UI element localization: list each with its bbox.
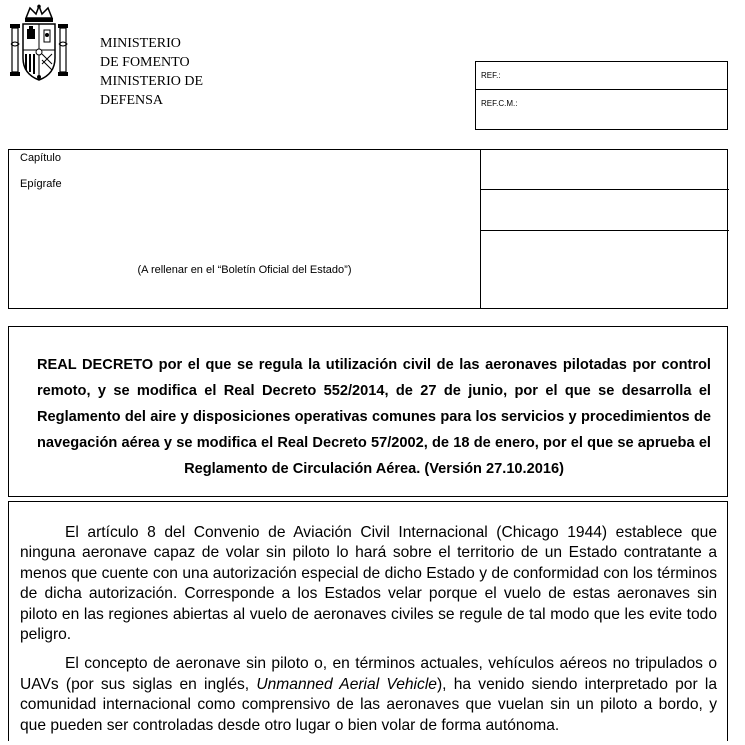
ministry-line-1: MINISTERIO bbox=[100, 36, 181, 51]
spain-coat-of-arms-icon bbox=[8, 4, 70, 86]
decree-title-box bbox=[8, 326, 728, 497]
chapter-box bbox=[8, 149, 728, 309]
chapter-row-line-2 bbox=[480, 230, 729, 231]
refcm-field bbox=[476, 90, 727, 130]
epigrafe-label: Epígrafe bbox=[20, 178, 62, 190]
decree-title: REAL DECRETO por el que se regula la utilización civil de las aeronaves pilotadas por control remoto, y se modifica el Real Decreto 552/2014, de 27 de junio, por el que se desarrolla el Reglamento del aire y disposiciones operativas comunes para los servicios y procedimientos de navegación aérea y se modifica el Real Decreto 57/2002, de 18 de enero, por el que se aprueba el Reglamento de Circulación Aérea. (Versión 27.10.2016) bbox=[37, 357, 711, 477]
paragraph-2-part-a: El concepto de aeronave sin piloto o, en términos actuales, vehículos aéreos no tripulados o UAVs (por sus siglas en inglés, bbox=[20, 655, 717, 693]
reference-box bbox=[475, 61, 728, 130]
boe-note: (A rellenar en el “Boletín Oficial del Estado”) bbox=[137, 264, 352, 276]
body-text bbox=[20, 523, 717, 745]
ref-field bbox=[476, 62, 727, 90]
ministry-name bbox=[100, 34, 203, 110]
paragraph-2-part-b: ), ha venido siendo interpretado por la comunidad internacional como comprensivo de las aeronaves que vuelan sin un piloto a bordo, y que pueden ser controladas desde otro lugar o bien volar de forma autónoma. bbox=[20, 675, 718, 734]
capitulo-label: Capítulo bbox=[20, 152, 61, 164]
ministry-line-2: DE FOMENTO bbox=[100, 55, 190, 70]
chapter-row-line-1 bbox=[480, 189, 729, 190]
paragraph-2-emphasis: Unmanned Aerial Vehicle bbox=[256, 675, 437, 693]
document-body bbox=[8, 501, 728, 741]
paragraph-1: El artículo 8 del Convenio de Aviación Civil Internacional (Chicago 1944) establece que ninguna aeronave capaz de volar sin piloto lo hará sobre el territorio de un Estado contratante a menos que cuente con una autorización especial de dicho Estado y de conformidad con los términos de dicha autorización. Corresponde a los Estados velar porque el vuelo de estas aeronaves sin piloto en las regiones abiertas al vuelo de aeronaves civiles se regule de tal modo que les evite todo peligro. bbox=[20, 524, 717, 644]
ministry-line-4: DEFENSA bbox=[100, 93, 164, 108]
ministry-line-3: MINISTERIO DE bbox=[100, 74, 204, 89]
ref-label: REF.: bbox=[481, 71, 501, 80]
chapter-divider bbox=[480, 150, 481, 308]
refcm-label: REF.C.M.: bbox=[481, 99, 518, 108]
paragraph-2 bbox=[20, 654, 717, 736]
